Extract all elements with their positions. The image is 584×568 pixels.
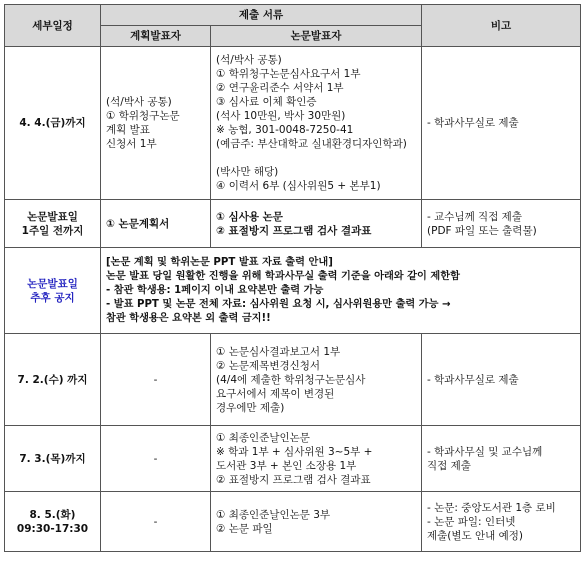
- row-date: [5, 248, 101, 334]
- row-date-line1: 논문발표일: [27, 210, 78, 223]
- row-plan-docs: (석/박사 공통) ① 학위청구논문 계획 발표 신청서 1부: [101, 47, 211, 200]
- row-date: [5, 492, 101, 552]
- row-remark: - 학과사무실로 제출: [422, 47, 581, 200]
- row-date: 7. 2.(수) 까지: [5, 334, 101, 426]
- row-thesis-docs: ① 심사용 논문 ② 표절방지 프로그램 검사 결과표: [211, 200, 422, 248]
- row-plan-docs: -: [101, 426, 211, 492]
- print-notice: [논문 계획 및 학위논문 PPT 발표 자료 출력 안내] 논문 발표 당일 원활한 진행을 위해 학과사무실 출력 기준을 아래와 같이 제한함 - 참관 학생용: 1페이지 이내 요약본만 출력 가능 - 발표 PPT 및 논문 전체 자료: 심사위원 요청 시, 심사위원용만 출력 가능 → 참관 학생용은 요약본 외 출력 금지!!: [101, 248, 581, 334]
- header-remarks: 비고: [422, 5, 581, 47]
- row-plan-docs: -: [101, 492, 211, 552]
- row-date: 7. 3.(목)까지: [5, 426, 101, 492]
- header-schedule: 세부일정: [5, 5, 101, 47]
- row-remark: - 학과사무실로 제출: [422, 334, 581, 426]
- table-row: [5, 426, 581, 492]
- header-plan-presenter: 계획발표자: [101, 26, 211, 47]
- header-thesis-presenter: 논문발표자: [211, 26, 422, 47]
- row-thesis-docs: ① 논문심사결과보고서 1부 ② 논문제목변경신청서 (4/4에 제출한 학위청구논문심사 요구서에서 제목이 변경된 경우에만 제출): [211, 334, 422, 426]
- header-documents: 제출 서류: [101, 5, 422, 26]
- row-thesis-docs: (석/박사 공통) ① 학위청구논문심사요구서 1부 ② 연구윤리준수 서약서 1부 ③ 심사료 이체 확인증 (석사 10만원, 박사 30만원) ※ 농협, 301-0048-7250-41 (예금주: 부산대학교 실내환경디자인학과) (박사만 해당) ④ 이력서 6부 (심사위원5 + 본부1): [211, 47, 422, 200]
- row-date-line2: 09:30-17:30: [16, 522, 89, 535]
- table-row: [5, 47, 581, 200]
- table-row: [5, 492, 581, 552]
- row-date: 4. 4.(금)까지: [5, 47, 101, 200]
- table-row: [5, 200, 581, 248]
- submission-schedule-table: [4, 4, 581, 552]
- row-date-line1: 논문발표일: [27, 277, 78, 290]
- row-plan-docs: ① 논문계획서: [101, 200, 211, 248]
- table-row: [5, 334, 581, 426]
- row-thesis-docs: ① 최종인준날인논문 ※ 학과 1부 + 심사위원 3~5부 + 도서관 3부 + 본인 소장용 1부 ② 표절방지 프로그램 검사 결과표: [211, 426, 422, 492]
- row-remark: - 논문: 중앙도서관 1층 로비 - 논문 파일: 인터넷 제출(별도 안내 예정): [422, 492, 581, 552]
- row-thesis-docs: ① 최종인준날인논문 3부 ② 논문 파일: [211, 492, 422, 552]
- row-date: [5, 200, 101, 248]
- row-remark: - 교수님께 직접 제출 (PDF 파일 또는 출력물): [422, 200, 581, 248]
- row-date-line2: 1주일 전까지: [21, 224, 84, 237]
- table-row: [5, 248, 581, 334]
- row-plan-docs: -: [101, 334, 211, 426]
- row-date-line2: 추후 공지: [30, 291, 75, 304]
- row-date-line1: 8. 5.(화): [29, 508, 76, 521]
- row-remark: - 학과사무실 및 교수님께 직접 제출: [422, 426, 581, 492]
